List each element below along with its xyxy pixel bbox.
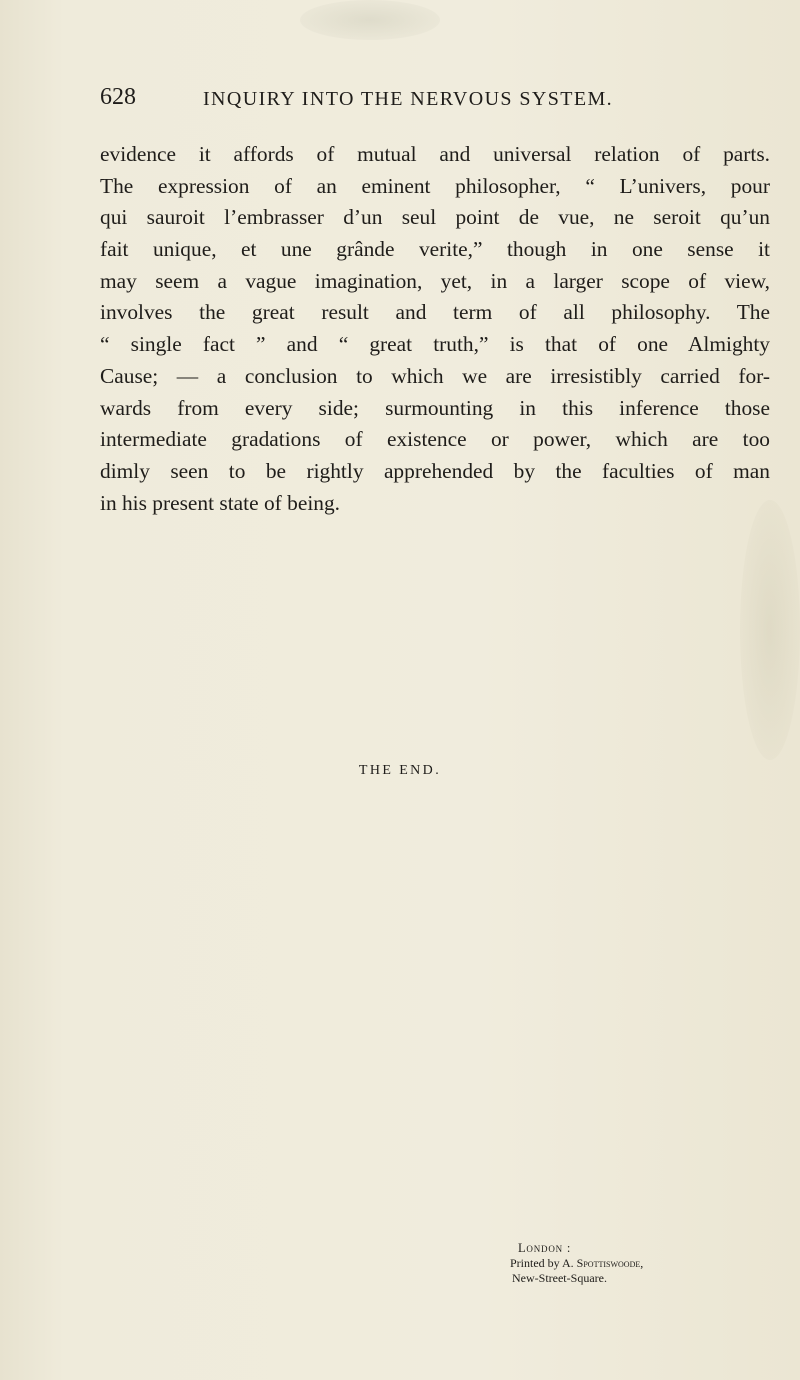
text-line: wards from every side; surmounting in this inference those [100, 395, 770, 420]
running-title: INQUIRY INTO THE NERVOUS SYSTEM. [203, 88, 614, 110]
body-paragraph [100, 139, 770, 519]
text-line: The expression of an eminent philosopher, “ L’univers, pour [100, 173, 770, 198]
text-line: may seem a vague imagination, yet, in a larger scope of view, [100, 268, 770, 293]
text-line: “ single fact ” and “ great truth,” is that of one Almighty [100, 332, 770, 357]
text-line: intermediate gradations of existence or power, which are too [100, 427, 770, 452]
colophon-city: London : [518, 1241, 572, 1255]
paper-stain [300, 0, 440, 40]
colophon [510, 1241, 710, 1286]
text-line: in his present state of being. [100, 490, 340, 515]
page-number: 628 [100, 84, 136, 110]
running-head [100, 84, 658, 114]
text-line: fait unique, et une grânde verite,” though in one sense it [100, 237, 770, 262]
text-line: dimly seen to be rightly apprehended by the faculties of man [100, 458, 770, 483]
colophon-address: New-Street-Square. [512, 1271, 607, 1285]
text-line: involves the great result and term of all philosophy. The [100, 300, 770, 325]
printer-name: Spottiswoode, [576, 1256, 644, 1270]
printer-prefix: Printed by A. [510, 1256, 577, 1270]
text-line: evidence it affords of mutual and universal relation of parts. [100, 142, 770, 166]
end-mark: THE END. [358, 763, 442, 778]
text-line: Cause; — a conclusion to which we are irresistibly carried for- [100, 363, 770, 388]
paper-stain [740, 500, 800, 760]
text-line: qui sauroit l’embrasser d’un seul point de vue, ne seroit qu’un [100, 205, 770, 230]
colophon-printer [510, 1256, 710, 1271]
